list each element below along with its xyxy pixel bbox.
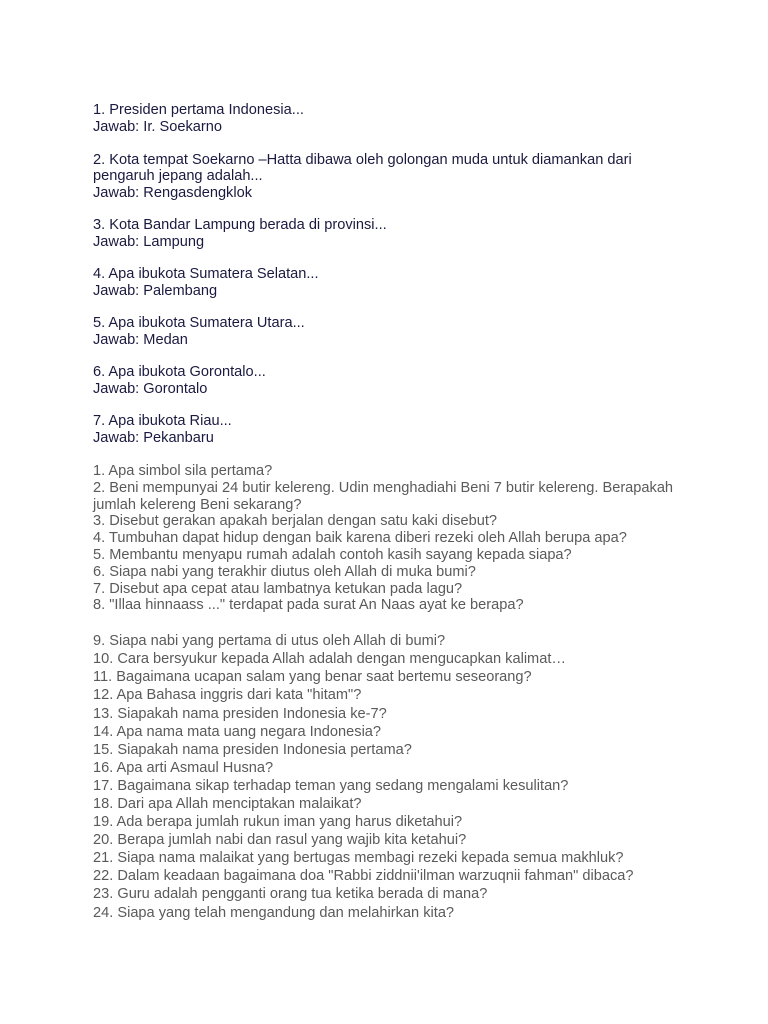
question-text: 3. Kota Bandar Lampung berada di provinsi... bbox=[93, 217, 387, 233]
question-item: 1. Apa simbol sila pertama? bbox=[93, 463, 273, 479]
qa-block bbox=[93, 364, 683, 397]
answer-text: Jawab: Pekanbaru bbox=[93, 429, 214, 446]
question-item: 18. Dari apa Allah menciptakan malaikat? bbox=[93, 796, 362, 813]
answer-text: Jawab: Medan bbox=[93, 331, 188, 348]
question-item: 3. Disebut gerakan apakah berjalan dengan satu kaki disebut? bbox=[93, 513, 498, 530]
question-text: 7. Apa ibukota Riau... bbox=[93, 413, 232, 429]
question-text: 1. Presiden pertama Indonesia... bbox=[93, 102, 304, 118]
qa-block bbox=[93, 413, 683, 446]
qa-block bbox=[93, 102, 683, 135]
qa-block bbox=[93, 315, 683, 348]
question-item: 16. Apa arti Asmaul Husna? bbox=[93, 759, 274, 776]
question-list-1 bbox=[93, 463, 683, 614]
qa-block bbox=[93, 217, 683, 250]
answer-text: Jawab: Gorontalo bbox=[93, 380, 208, 397]
question-item: 6. Siapa nabi yang terakhir diutus oleh Allah di muka bumi? bbox=[93, 563, 476, 580]
question-item: 23. Guru adalah pengganti orang tua ketika berada di mana? bbox=[93, 886, 488, 903]
question-item: 14. Apa nama mata uang negara Indonesia? bbox=[93, 723, 382, 740]
answer-text: Jawab: Palembang bbox=[93, 282, 218, 299]
question-item: 8. "Illaa hinnaass ..." terdapat pada surat An Naas ayat ke berapa? bbox=[93, 597, 524, 614]
answer-text: Jawab: Rengasdengklok bbox=[93, 184, 253, 201]
question-text: 5. Apa ibukota Sumatera Utara... bbox=[93, 315, 305, 331]
question-text: 6. Apa ibukota Gorontalo... bbox=[93, 364, 266, 380]
question-item: 22. Dalam keadaan bagaimana doa "Rabbi ziddnii'ilman warzuqnii fahman" dibaca? bbox=[93, 868, 634, 885]
question-item: 7. Disebut apa cepat atau lambatnya ketukan pada lagu? bbox=[93, 580, 463, 597]
question-item: 5. Membantu menyapu rumah adalah contoh kasih sayang kepada siapa? bbox=[93, 546, 572, 563]
document-page bbox=[93, 102, 683, 922]
question-item: 4. Tumbuhan dapat hidup dengan baik karena diberi rezeki oleh Allah berupa apa? bbox=[93, 530, 627, 547]
question-item: 20. Berapa jumlah nabi dan rasul yang wajib kita ketahui? bbox=[93, 832, 467, 849]
question-text: 2. Kota tempat Soekarno –Hatta dibawa oleh golongan muda untuk diamankan dari pengaruh jepang adalah... bbox=[93, 151, 632, 184]
question-item: 15. Siapakah nama presiden Indonesia pertama? bbox=[93, 741, 412, 758]
answer-text: Jawab: Ir. Soekarno bbox=[93, 118, 222, 135]
question-item: 13. Siapakah nama presiden Indonesia ke-7? bbox=[93, 705, 387, 722]
question-item: 12. Apa Bahasa inggris dari kata "hitam"? bbox=[93, 687, 362, 704]
answer-text: Jawab: Lampung bbox=[93, 233, 205, 250]
question-item: 19. Ada berapa jumlah rukun iman yang harus diketahui? bbox=[93, 814, 463, 831]
question-item: 17. Bagaimana sikap terhadap teman yang sedang mengalami kesulitan? bbox=[93, 777, 569, 794]
qa-block bbox=[93, 152, 683, 202]
question-text: 4. Apa ibukota Sumatera Selatan... bbox=[93, 266, 319, 282]
question-item: 9. Siapa nabi yang pertama di utus oleh Allah di bumi? bbox=[93, 633, 446, 650]
question-list-2 bbox=[93, 632, 683, 922]
question-item: 2. Beni mempunyai 24 butir kelereng. Udin menghadiahi Beni 7 butir kelereng. Berapakah jumlah kelereng Beni sekarang? bbox=[93, 479, 674, 513]
question-item: 24. Siapa yang telah mengandung dan melahirkan kita? bbox=[93, 904, 455, 921]
question-item: 10. Cara bersyukur kepada Allah adalah dengan mengucapkan kalimat… bbox=[93, 651, 566, 668]
question-item: 11. Bagaimana ucapan salam yang benar saat bertemu seseorang? bbox=[93, 669, 532, 686]
qa-block bbox=[93, 266, 683, 299]
question-item: 21. Siapa nama malaikat yang bertugas membagi rezeki kepada semua makhluk? bbox=[93, 850, 624, 867]
